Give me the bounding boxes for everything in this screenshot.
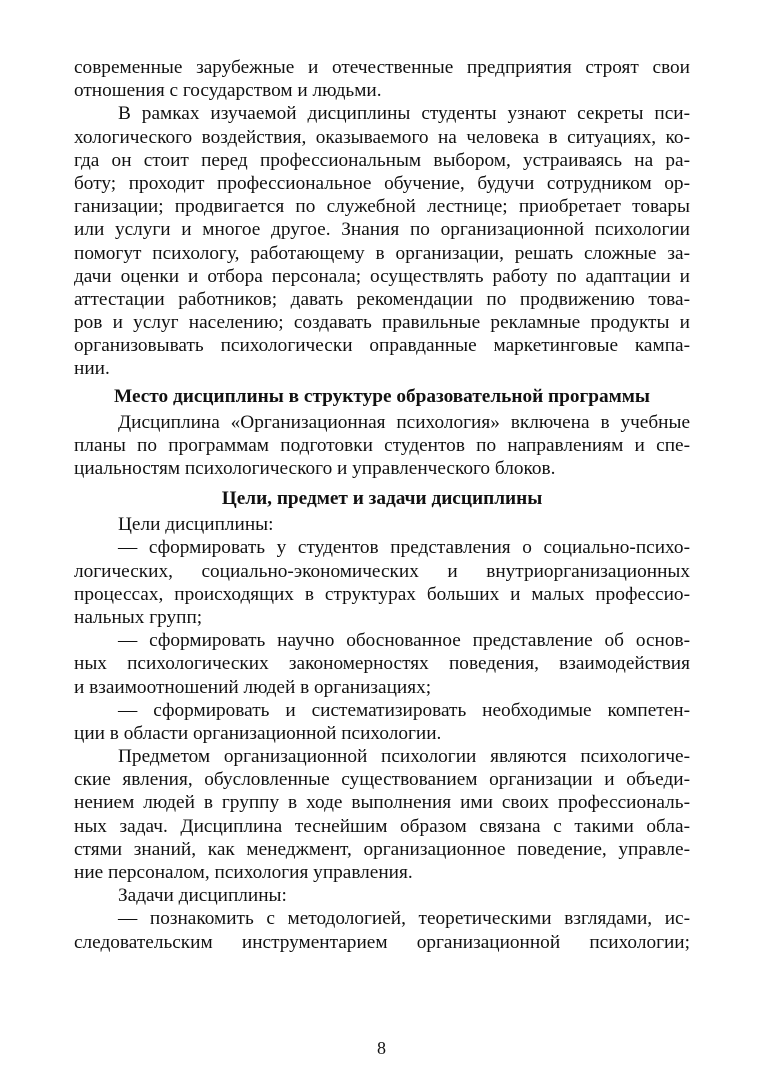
text-line: помогут психологу, работающему в организации, решать сложные за- — [74, 242, 690, 264]
section-heading: Место дисциплины в структуре образовательной программы — [114, 385, 650, 407]
paragraph — [74, 56, 690, 102]
text-line: ции в области организационной психологии. — [74, 722, 442, 744]
text-line: циальностям психологического и управленческого блоков. — [74, 458, 556, 479]
paragraph — [74, 907, 690, 953]
text-line: В рамках изучаемой дисциплины студенты узнают секреты пси- — [118, 103, 690, 125]
text-line: — сформировать и систематизировать необходимые компетен- — [118, 699, 690, 721]
text-line: ров и услуг населению; создавать правильные рекламные продукты и — [74, 312, 690, 334]
text-line: нии. — [74, 358, 110, 380]
text-line: нением людей в группу в ходе выполнения ими своих профессиональ- — [74, 792, 690, 814]
text-line: ние персоналом, психология управления. — [74, 862, 413, 883]
text-line: ных задач. Дисциплина теснейшим образом связана с такими обла- — [74, 815, 690, 837]
paragraph — [74, 513, 690, 536]
text-line: следовательским инструментарием организационной психологии; — [74, 931, 690, 953]
text-line: — познакомить с методологией, теоретическими взглядами, ис- — [118, 908, 690, 930]
text-line: нальных групп; — [74, 606, 203, 628]
text-line: логических, социально-экономических и внутриорганизационных — [74, 560, 690, 582]
text-line: Дисциплина «Организационная психология» включена в учебные — [118, 411, 690, 433]
paragraph — [74, 411, 690, 481]
text-line: Цели дисциплины: — [118, 514, 274, 536]
text-line: ных психологических закономерностях поведения, взаимодействия — [74, 653, 690, 675]
paragraph — [74, 745, 690, 884]
text-line: боту; проходит профессиональное обучение, будучи сотрудником ор- — [74, 172, 690, 194]
text-line: — сформировать научно обоснованное представление об основ- — [118, 630, 690, 652]
paragraph — [74, 629, 690, 699]
text-line: Задачи дисциплины: — [118, 885, 287, 907]
section-heading: Цели, предмет и задачи дисциплины — [221, 488, 543, 510]
paragraph — [74, 699, 690, 745]
paragraph — [74, 102, 690, 380]
text-line: дачи оценки и отбора персонала; осуществлять работу по адаптации и — [74, 265, 690, 287]
text-line: или услуги и многое другое. Знания по организационной психологии — [74, 219, 690, 241]
text-line: ские явления, обусловленные существованием организации и объеди- — [74, 769, 690, 791]
text-line: — сформировать у студентов представления о социально-психо- — [118, 537, 690, 559]
text-line: ганизации; продвигается по служебной лестнице; приобретает товары — [74, 196, 690, 218]
paragraph — [74, 884, 690, 907]
paragraph — [74, 536, 690, 629]
text-line: планы по программам подготовки студентов по направлениям и спе- — [74, 434, 690, 456]
text-line: процессах, происходящих в структурах больших и малых профессио- — [74, 583, 690, 605]
text-line: хологического воздействия, оказываемого на человека в ситуациях, ко- — [74, 126, 690, 148]
text-line: гда он стоит перед профессиональным выбором, устраиваясь на ра- — [74, 149, 690, 171]
text-line: современные зарубежные и отечественные предприятия строят свои — [74, 57, 690, 78]
text-line: стями знаний, как менеджмент, организационное поведение, управле- — [74, 838, 690, 860]
text-line: организовывать психологически оправданные маркетинговые кампа- — [74, 335, 690, 357]
text-line: и взаимоотношений людей в организациях; — [74, 676, 432, 698]
text-line: Предметом организационной психологии являются психологиче- — [118, 746, 690, 768]
text-line: отношения с государством и людьми. — [74, 80, 382, 102]
page-body — [74, 56, 690, 954]
page-number: 8 — [377, 1038, 386, 1058]
text-line: аттестации работников; давать рекомендации по продвижению това- — [74, 288, 690, 310]
